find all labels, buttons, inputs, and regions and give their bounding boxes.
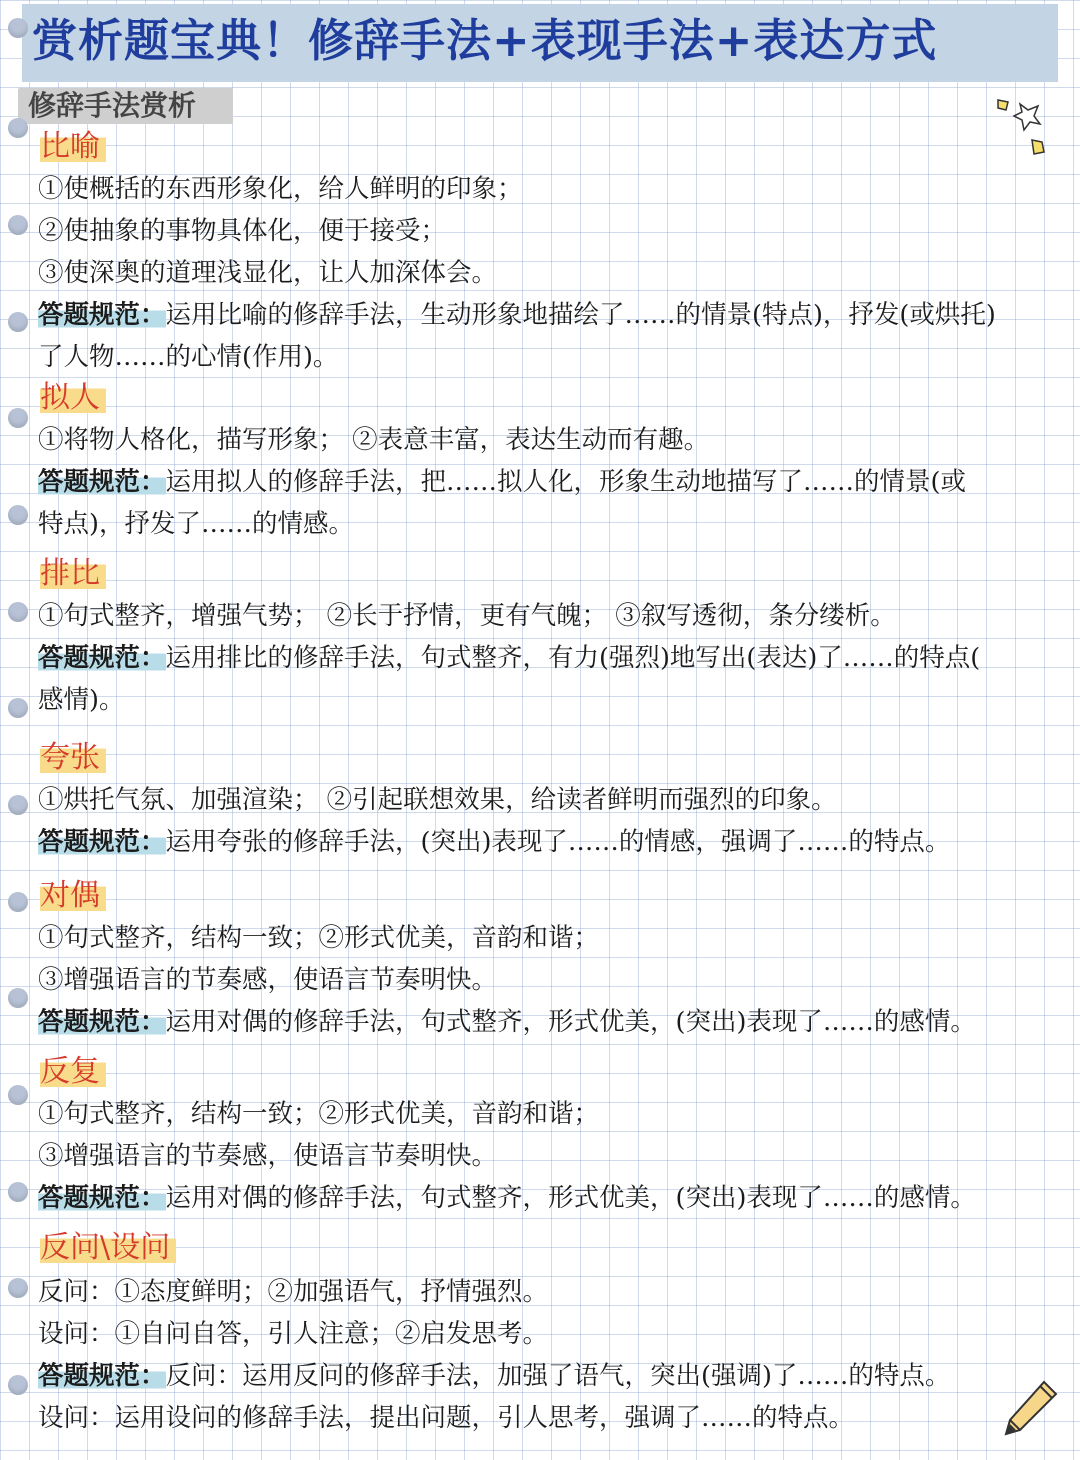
binder-ring-icon bbox=[8, 118, 28, 138]
section-heading: 比喻 bbox=[40, 128, 106, 166]
answer-text: 运用拟人的修辞手法，把……拟人化，形象生动地描写了……的情景(或 bbox=[165, 467, 966, 497]
binder-ring-icon bbox=[8, 312, 28, 332]
sparkle-icon bbox=[994, 96, 1058, 168]
binder-ring-icon bbox=[8, 1278, 28, 1298]
answer-text: 运用对偶的修辞手法，句式整齐，形式优美，(突出)表现了……的感情。 bbox=[165, 1183, 976, 1213]
section-heading: 夸张 bbox=[40, 739, 106, 777]
point-line: ①将物人格化，描写形象； ②表意丰富，表达生动而有趣。 bbox=[38, 425, 710, 455]
answer-label: 答题规范： bbox=[38, 1183, 166, 1213]
point-line: ①句式整齐，结构一致；②形式优美，音韵和谐； bbox=[38, 1099, 600, 1129]
pencil-icon bbox=[1000, 1376, 1062, 1438]
point-line: ②使抽象的事物具体化，便于接受； bbox=[38, 216, 447, 246]
answer-line bbox=[38, 463, 966, 501]
binder-ring-icon bbox=[8, 408, 28, 428]
point-line: ①使概括的东西形象化，给人鲜明的印象； bbox=[38, 174, 523, 204]
binder-ring-icon bbox=[8, 698, 28, 718]
binder-ring-icon bbox=[8, 602, 28, 622]
section-heading: 拟人 bbox=[40, 379, 106, 417]
point-line: 设问：①自问自答，引人注意；②启发思考。 bbox=[38, 1319, 549, 1349]
answer-label: 答题规范： bbox=[38, 827, 166, 857]
binder-ring-icon bbox=[8, 892, 28, 912]
page-title: 赏析题宝典！修辞手法+表现手法+表达方式 bbox=[32, 14, 938, 67]
answer-line: 设问：运用设问的修辞手法，提出问题，引人思考，强调了……的特点。 bbox=[38, 1403, 855, 1433]
answer-text: 运用排比的修辞手法，句式整齐，有力(强烈)地写出(表达)了……的特点( bbox=[165, 643, 981, 673]
answer-text: 运用比喻的修辞手法，生动形象地描绘了……的情景(特点)，抒发(或烘托) bbox=[165, 300, 996, 330]
answer-line: 了人物……的心情(作用)。 bbox=[38, 342, 339, 372]
section-heading: 排比 bbox=[40, 555, 106, 593]
answer-text: 反问：运用反问的修辞手法，加强了语气，突出(强调)了……的特点。 bbox=[165, 1361, 951, 1391]
answer-label: 答题规范： bbox=[38, 1007, 166, 1037]
point-line: ③使深奥的道理浅显化，让人加深体会。 bbox=[38, 258, 498, 288]
answer-line bbox=[38, 1003, 976, 1041]
binder-ring-icon bbox=[8, 1085, 28, 1105]
answer-line bbox=[38, 823, 950, 861]
point-line: ③增强语言的节奏感，使语言节奏明快。 bbox=[38, 1141, 498, 1171]
answer-line bbox=[38, 296, 996, 334]
answer-label: 答题规范： bbox=[38, 300, 166, 330]
point-line: ③增强语言的节奏感，使语言节奏明快。 bbox=[38, 965, 498, 995]
point-line: 反问：①态度鲜明；②加强语气，抒情强烈。 bbox=[38, 1277, 549, 1307]
binder-ring-icon bbox=[8, 988, 28, 1008]
answer-line bbox=[38, 639, 980, 677]
answer-text: 运用对偶的修辞手法，句式整齐，形式优美，(突出)表现了……的感情。 bbox=[165, 1007, 976, 1037]
answer-line: 感情)。 bbox=[38, 685, 125, 715]
answer-line bbox=[38, 1357, 950, 1395]
section-heading: 反问\设问 bbox=[40, 1229, 176, 1267]
answer-label: 答题规范： bbox=[38, 467, 166, 497]
answer-label: 答题规范： bbox=[38, 1361, 166, 1391]
point-line: ①句式整齐，结构一致；②形式优美，音韵和谐； bbox=[38, 923, 600, 953]
section-subtitle: 修辞手法赏析 bbox=[28, 89, 197, 122]
point-line: ①烘托气氛、加强渲染； ②引起联想效果，给读者鲜明而强烈的印象。 bbox=[38, 785, 837, 815]
binder-ring-icon bbox=[8, 505, 28, 525]
answer-text: 运用夸张的修辞手法，(突出)表现了……的情感，强调了……的特点。 bbox=[165, 827, 951, 857]
binder-ring-icon bbox=[8, 1375, 28, 1395]
answer-line bbox=[38, 1179, 976, 1217]
binder-ring-icon bbox=[8, 795, 28, 815]
binder-ring-icon bbox=[8, 18, 28, 38]
answer-label: 答题规范： bbox=[38, 643, 166, 673]
point-line: ①句式整齐，增强气势； ②长于抒情，更有气魄； ③叙写透彻，条分缕析。 bbox=[38, 601, 896, 631]
binder-ring-icon bbox=[8, 1182, 28, 1202]
section-heading: 反复 bbox=[40, 1053, 106, 1091]
section-heading: 对偶 bbox=[40, 877, 106, 915]
answer-line: 特点)，抒发了……的情感。 bbox=[38, 509, 354, 539]
binder-ring-icon bbox=[8, 215, 28, 235]
